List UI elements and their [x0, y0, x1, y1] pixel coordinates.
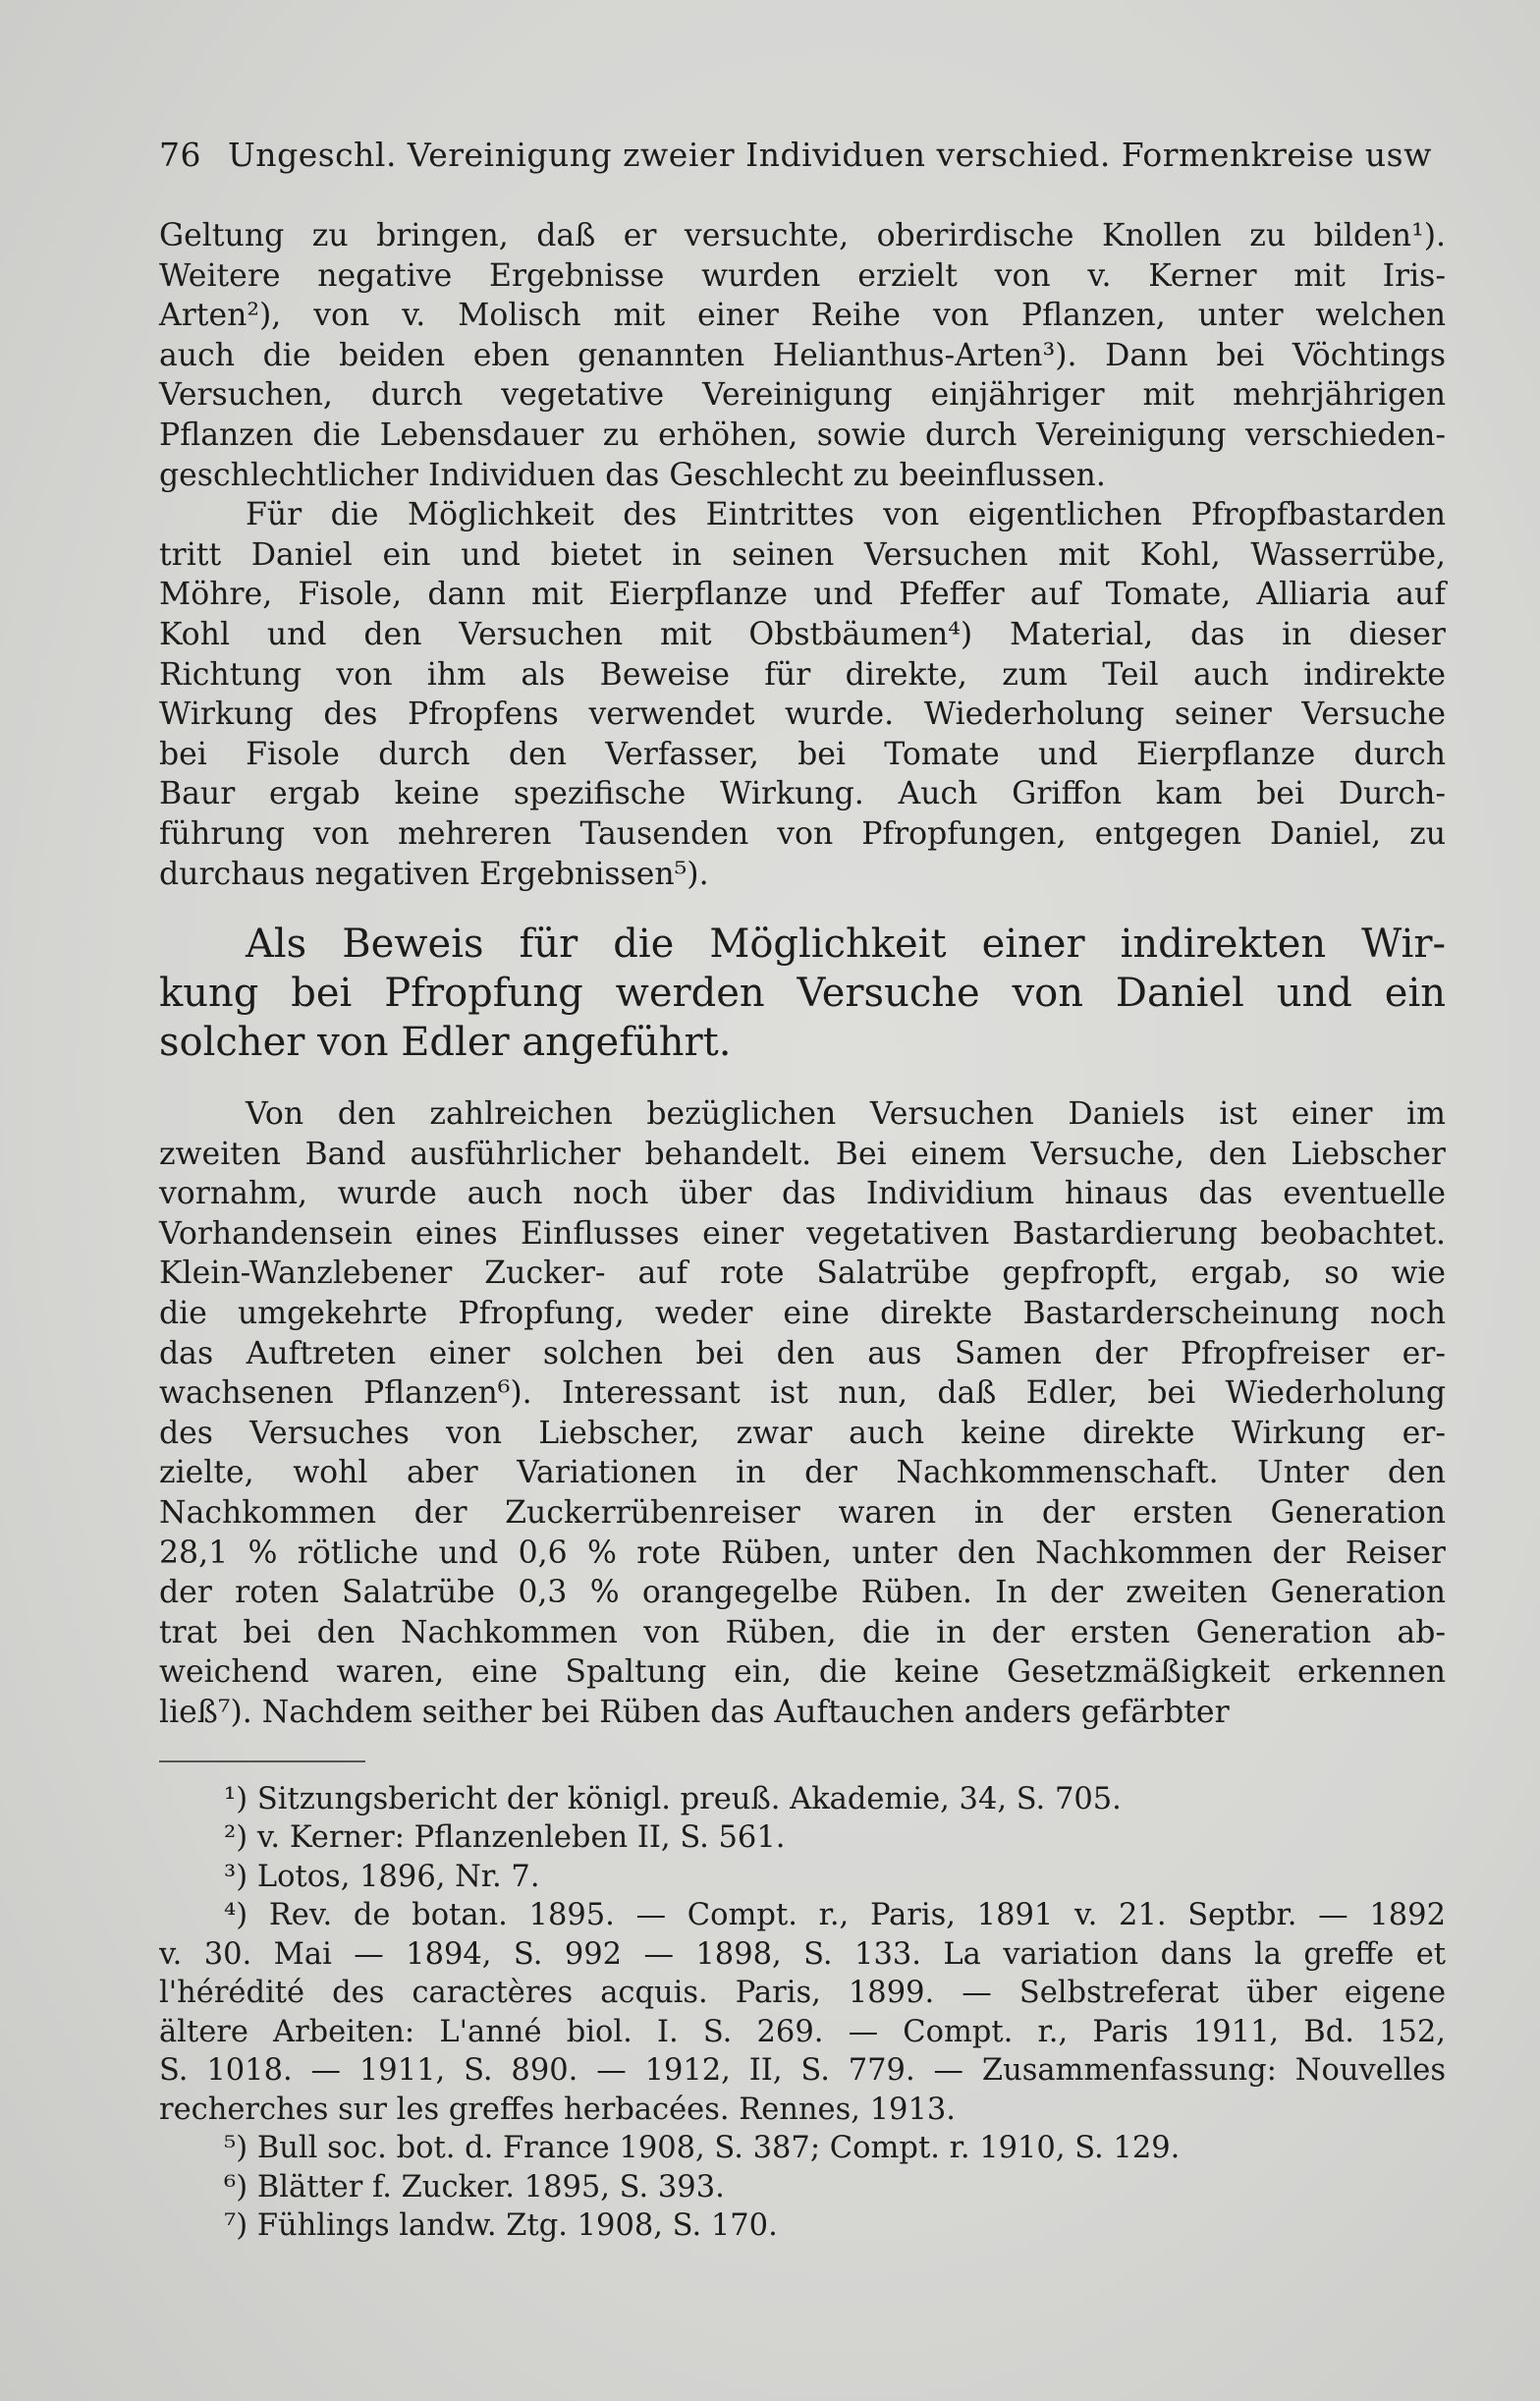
text-line: kung bei Pfropfung werden Versuche von Daniel und ein: [159, 971, 1446, 1017]
paragraph-1: [159, 216, 1446, 495]
text-line: durchaus negativen Ergebnissen⁵).: [159, 856, 709, 892]
footnote-line: ⁷) Fühlings landw. Ztg. 1908, S. 170.: [224, 2208, 778, 2244]
text-line: 28,1 % rötliche und 0,6 % rote Rüben, unter den Nachkommen der Reiser: [159, 1535, 1446, 1571]
text-line: zweiten Band ausführlicher behandelt. Bei einem Versuche, den Liebscher: [159, 1136, 1446, 1172]
page-number: 76: [159, 136, 201, 174]
footnote: [159, 2206, 1446, 2246]
footnote-line: recherches sur les greffes herbacées. Rennes, 1913.: [159, 2092, 956, 2127]
text-line: Vorhandensein eines Einflusses einer vegetativen Bastardierung beobachtet.: [159, 1215, 1446, 1252]
text-line: trat bei den Nachkommen von Rüben, die in der ersten Generation ab-: [159, 1614, 1446, 1650]
text-line: Möhre, Fisole, dann mit Eierpflanze und Pfeffer auf Tomate, Alliaria auf: [159, 577, 1446, 613]
text-line: Für die Möglichkeit des Eintrittes von eigentlichen Pfropfbastarden: [246, 497, 1446, 533]
text-line: Pflanzen die Lebensdauer zu erhöhen, sowie durch Vereinigung verschieden-: [159, 417, 1446, 453]
text-line: auch die beiden eben genannten Helianthus-Arten³). Dann bei Vöchtings: [159, 337, 1446, 373]
text-line: ließ⁷). Nachdem seither bei Rüben das Auftauchen anders gefärbter: [159, 1695, 1230, 1730]
footnote-line: ²) v. Kerner: Pflanzenleben II, S. 561.: [224, 1820, 786, 1856]
footnote-line: S. 1018. — 1911, S. 890. — 1912, II, S. 779. — Zusammenfassung: Nouvelles: [159, 2053, 1446, 2089]
text-line: wachsenen Pflanzen⁶). Interessant ist nun, daß Edler, bei Wiederholung: [159, 1375, 1446, 1412]
text-line: der roten Salatrübe 0,3 % orangegelbe Rüben. In der zweiten Generation: [159, 1575, 1446, 1611]
footnote-line: ¹) Sitzungsbericht der königl. preuß. Akademie, 34, S. 705.: [224, 1781, 1122, 1816]
text-line: das Auftreten einer solchen bei den aus Samen der Pfropfreiser er-: [159, 1335, 1446, 1371]
page-body: [159, 216, 1446, 2246]
text-line: weichend waren, eine Spaltung ein, die keine Gesetzmäßigkeit erkennen: [159, 1654, 1446, 1691]
text-line: Kohl und den Versuchen mit Obstbäumen⁴) Material, das in dieser: [159, 616, 1446, 652]
text-line: Als Beweis für die Möglichkeit einer indirekten Wir-: [246, 921, 1446, 968]
footnote-separator: [159, 1760, 365, 1762]
paragraph-3: [159, 1094, 1446, 1733]
footnote-line: ältere Arbeiten: L'anné biol. I. S. 269. — Compt. r., Paris 1911, Bd. 152,: [159, 2014, 1446, 2049]
text-line: Klein-Wanzlebener Zucker- auf rote Salatrübe gepfropft, ergab, so wie: [159, 1256, 1446, 1292]
text-line: Nachkommen der Zuckerrübenreiser waren in der ersten Generation: [159, 1495, 1446, 1532]
footnote-line: ⁵) Bull soc. bot. d. France 1908, S. 387; Compt. r. 1910, S. 129.: [224, 2131, 1181, 2166]
text-line: Weitere negative Ergebnisse wurden erzielt von v. Kerner mit Iris-: [159, 257, 1446, 294]
footnote-line: ³) Lotos, 1896, Nr. 7.: [224, 1859, 540, 1894]
text-line: Versuchen, durch vegetative Vereinigung einjähriger mit mehrjährigen: [159, 377, 1446, 414]
text-line: bei Fisole durch den Verfasser, bei Tomate und Eierpflanze durch: [159, 736, 1446, 772]
footnote: [159, 2168, 1446, 2207]
footnote: [159, 2129, 1446, 2168]
text-line: Arten²), von v. Molisch mit einer Reihe von Pflanzen, unter welchen: [159, 298, 1446, 334]
text-line: Baur ergab keine spezifische Wirkung. Auch Griffon kam bei Durch-: [159, 776, 1446, 812]
footnote: [159, 1896, 1446, 2129]
footnote: [159, 1780, 1446, 1819]
text-line: Wirkung des Pfropfens verwendet wurde. Wiederholung seiner Versuche: [159, 697, 1446, 733]
text-line: des Versuches von Liebscher, zwar auch keine direkte Wirkung er-: [159, 1415, 1446, 1451]
text-line: die umgekehrte Pfropfung, weder eine direkte Bastarderscheinung noch: [159, 1296, 1446, 1332]
text-line: vornahm, wurde auch noch über das Individium hinaus das eventuelle: [159, 1176, 1446, 1212]
footnote-line: ⁶) Blätter f. Zucker. 1895, S. 393.: [224, 2169, 725, 2205]
heading-paragraph: [159, 920, 1446, 1067]
text-line: geschlechtlicher Individuen das Geschlecht zu beeinflussen.: [159, 457, 1106, 493]
footnote: [159, 1818, 1446, 1858]
footnotes: [159, 1780, 1446, 2246]
text-line: führung von mehreren Tausenden von Pfropfungen, entgegen Daniel, zu: [159, 815, 1446, 852]
text-line: Richtung von ihm als Beweise für direkte, zum Teil auch indirekte: [159, 656, 1446, 693]
text-line: tritt Daniel ein und bietet in seinen Versuchen mit Kohl, Wasserrübe,: [159, 536, 1446, 573]
running-header: [159, 136, 1436, 174]
text-line: zielte, wohl aber Variationen in der Nachkommenschaft. Unter den: [159, 1455, 1446, 1491]
text-line: solcher von Edler angeführt.: [159, 1020, 732, 1066]
text-line: Geltung zu bringen, daß er versuchte, oberirdische Knollen zu bilden¹).: [159, 218, 1446, 253]
text-line: Von den zahlreichen bezüglichen Versuchen Daniels ist einer im: [246, 1096, 1446, 1133]
footnote-line: v. 30. Mai — 1894, S. 992 — 1898, S. 133. La variation dans la greffe et: [159, 1936, 1446, 1972]
footnote-line: l'hérédité des caractères acquis. Paris, 1899. — Selbstreferat über eigene: [159, 1976, 1446, 2011]
running-title: Ungeschl. Vereinigung zweier Individuen verschied. Formenkreise usw: [228, 136, 1432, 174]
footnote: [159, 1858, 1446, 1897]
footnote-line: ⁴) Rev. de botan. 1895. — Compt. r., Paris, 1891 v. 21. Septbr. — 1892: [224, 1898, 1446, 1933]
paragraph-2: [159, 495, 1446, 894]
